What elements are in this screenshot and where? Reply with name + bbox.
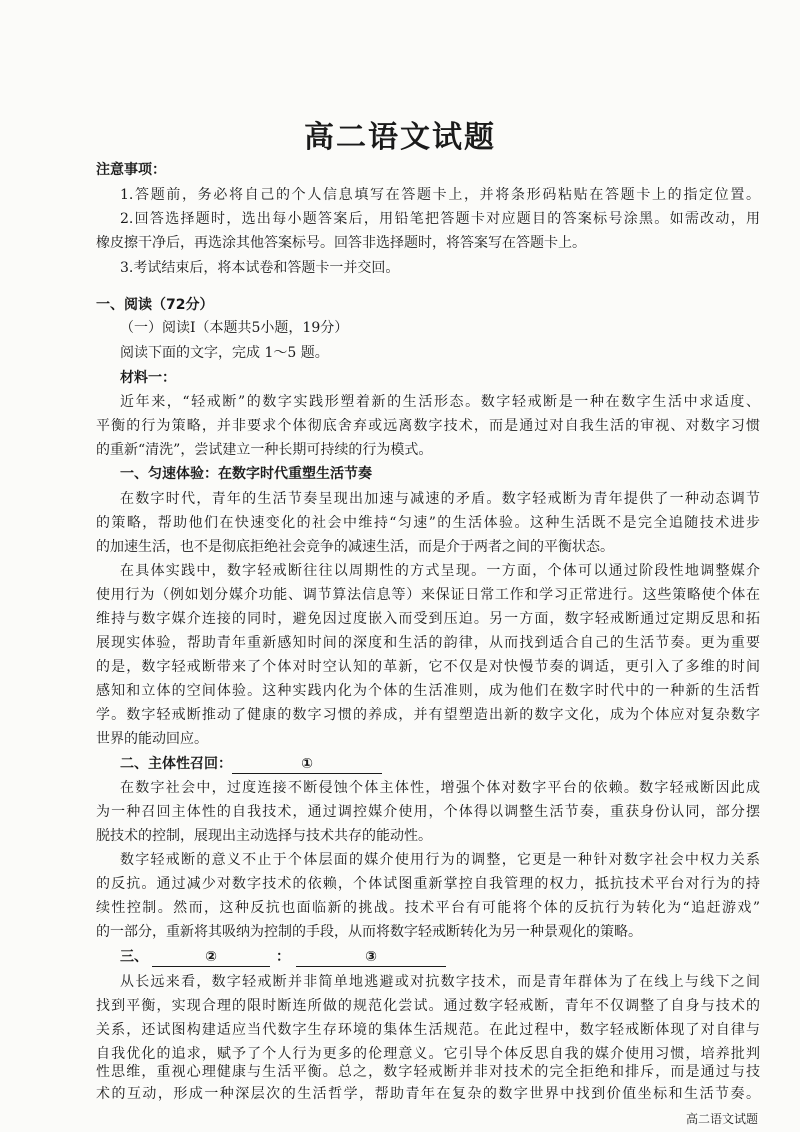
subheading-1: 一、匀速体验：在数字时代重塑生活节奏 [120, 466, 372, 482]
paragraph-line: 续性控制。然而，这种反抗也面临新的挑战。技术平台有可能将个体的反抗行为转化为“追赶游戏” [96, 900, 760, 916]
notice-heading: 注意事项： [96, 162, 166, 178]
paragraph-line: 的是，数字轻戒断带来了个体对时空认知的革新，它不仅是对快慢节奏的调适，更引入了多维的时间 [96, 659, 760, 675]
paragraph-line: 数字轻戒断的意义不止于个体层面的媒介使用行为的调整，它更是一种针对数字社会中权力关系 [120, 852, 760, 868]
section-subheading: （一）阅读Ⅰ（本题共5小题，19分） [120, 320, 349, 336]
notice-item: 1.答题前，务必将自己的个人信息填写在答题卡上，并将条形码粘贴在答题卡上的指定位置。 [120, 187, 760, 203]
paragraph-line: 的一部分，重新将其吸纳为控制的手段，从而将数字轻戒断转化为另一种景观化的策略。 [96, 924, 642, 940]
paragraph-line: 自我优化的追求，赋予了个人行为更多的伦理意义。它引导个体反思自我的媒介使用习惯，培养批判 [96, 1046, 760, 1062]
paragraph-line: 术的互动，形成一种深层次的生活哲学，帮助青年在复杂的数字世界中找到价值坐标和生活节奏。 [96, 1086, 760, 1102]
paragraph-line: 性思维，重视心理健康与生活平衡。总之，数字轻戒断并非对技术的完全拒绝和排斥，而是通过与技 [96, 1064, 760, 1080]
page-title: 高二语文试题 [304, 120, 496, 155]
paragraph-line: 脱技术的控制，展现出主动选择与技术共存的能动性。 [96, 828, 432, 844]
paragraph-line: 近年来，“轻戒断”的数字实践形塑着新的生活形态。数字轻戒断是一种在数字生活中求适度、 [120, 394, 760, 410]
subheading-3 [120, 947, 446, 967]
section-heading: 一、阅读（72分） [96, 297, 214, 313]
instruction: 阅读下面的文字，完成 1～5 题。 [120, 345, 329, 361]
paragraph-line: 在数字社会中，过度连接不断侵蚀个体主体性，增强个体对数字平台的依赖。数字轻戒断因此成 [120, 780, 760, 796]
paragraph-line: 展现实体验，帮助青年重新感知时间的深度和生活的韵律，从而找到适合自己的生活节奏。更为重要 [96, 635, 760, 651]
subheading-3-separator: ： [276, 949, 290, 965]
answer-blank-2: ② [152, 949, 270, 967]
paragraph-line: 学。数字轻戒断推动了健康的数字习惯的养成，并有望塑造出新的数字文化，成为个体应对复杂数字 [96, 707, 760, 723]
paragraph-line: 平衡的行为策略，并非要求个体彻底舍弃或远离数字技术，而是通过对自我生活的审视、对数字习惯 [96, 418, 760, 434]
paragraph-line: 维持与数字媒介连接的同时，避免因过度嵌入而受到压迫。另一方面，数字轻戒断通过定期反思和拓 [96, 611, 760, 627]
paragraph-line: 为一种召回主体性的自我技术，通过调控媒介使用，个体得以调整生活节奏，重获身份认同，部分摆 [96, 804, 760, 820]
paragraph-line: 使用行为（例如划分媒介功能、调节算法信息等）来保证日常工作和学习正常进行。这些策略使个体在 [96, 587, 760, 603]
paragraph-line: 从长远来看，数字轻戒断并非简单地逃避或对抗数字技术，而是青年群体为了在线上与线下之间 [120, 974, 760, 990]
subheading-3-prefix: 三、 [120, 949, 148, 965]
paragraph-line: 的策略，帮助他们在快速变化的社会中维持“匀速”的生活体验。这种生活既不是完全追随技术进步 [96, 515, 760, 531]
notice-item: 橡皮擦干净后，再选涂其他答案标号。回答非选择题时，将答案写在答题卡上。 [96, 235, 586, 251]
paragraph-line: 找到平衡，实现合理的限时断连所做的规范化尝试。通过数字轻戒断，青年不仅调整了自身与技术的 [96, 998, 760, 1014]
paragraph-line: 的反抗。通过减少对数字技术的依赖，个体试图重新掌控自我管理的权力，抵抗技术平台对行为的持 [96, 876, 760, 892]
answer-blank-1: ① [232, 756, 382, 774]
material-label: 材料一： [120, 370, 176, 386]
paragraph-line: 的加速生活，也不是彻底拒绝社会竞争的减速生活，而是介于两者之间的平衡状态。 [96, 539, 614, 555]
answer-blank-3: ③ [296, 949, 446, 967]
paragraph-line: 的重新“清洗”，尝试建立一种长期可持续的行为模式。 [96, 442, 433, 458]
paragraph-line: 在数字时代，青年的生活节奏呈现出加速与减速的矛盾。数字轻戒断为青年提供了一种动态调节 [120, 491, 760, 507]
paragraph-line: 关系，还试图构建适应当代数字生存环境的集体生活规范。在此过程中，数字轻戒断体现了对自律与 [96, 1022, 760, 1038]
subheading-2 [120, 754, 382, 774]
notice-item: 3.考试结束后，将本试卷和答题卡一并交回。 [120, 260, 400, 276]
subheading-2-prefix: 二、主体性召回： [120, 756, 232, 772]
page-footer: 高二语文试题 [685, 1112, 758, 1126]
paragraph-line: 世界的能动回应。 [96, 731, 208, 747]
paragraph-line: 感知和立体的空间体验。这种实践内化为个体的生活准则，成为他们在数字时代中的一种新的生活哲 [96, 683, 760, 699]
notice-item: 2.回答选择题时，选出每小题答案后，用铅笔把答题卡对应题目的答案标号涂黑。如需改动，用 [120, 211, 760, 227]
paragraph-line: 在具体实践中，数字轻戒断往往以周期性的方式呈现。一方面，个体可以通过阶段性地调整媒介 [120, 563, 760, 579]
